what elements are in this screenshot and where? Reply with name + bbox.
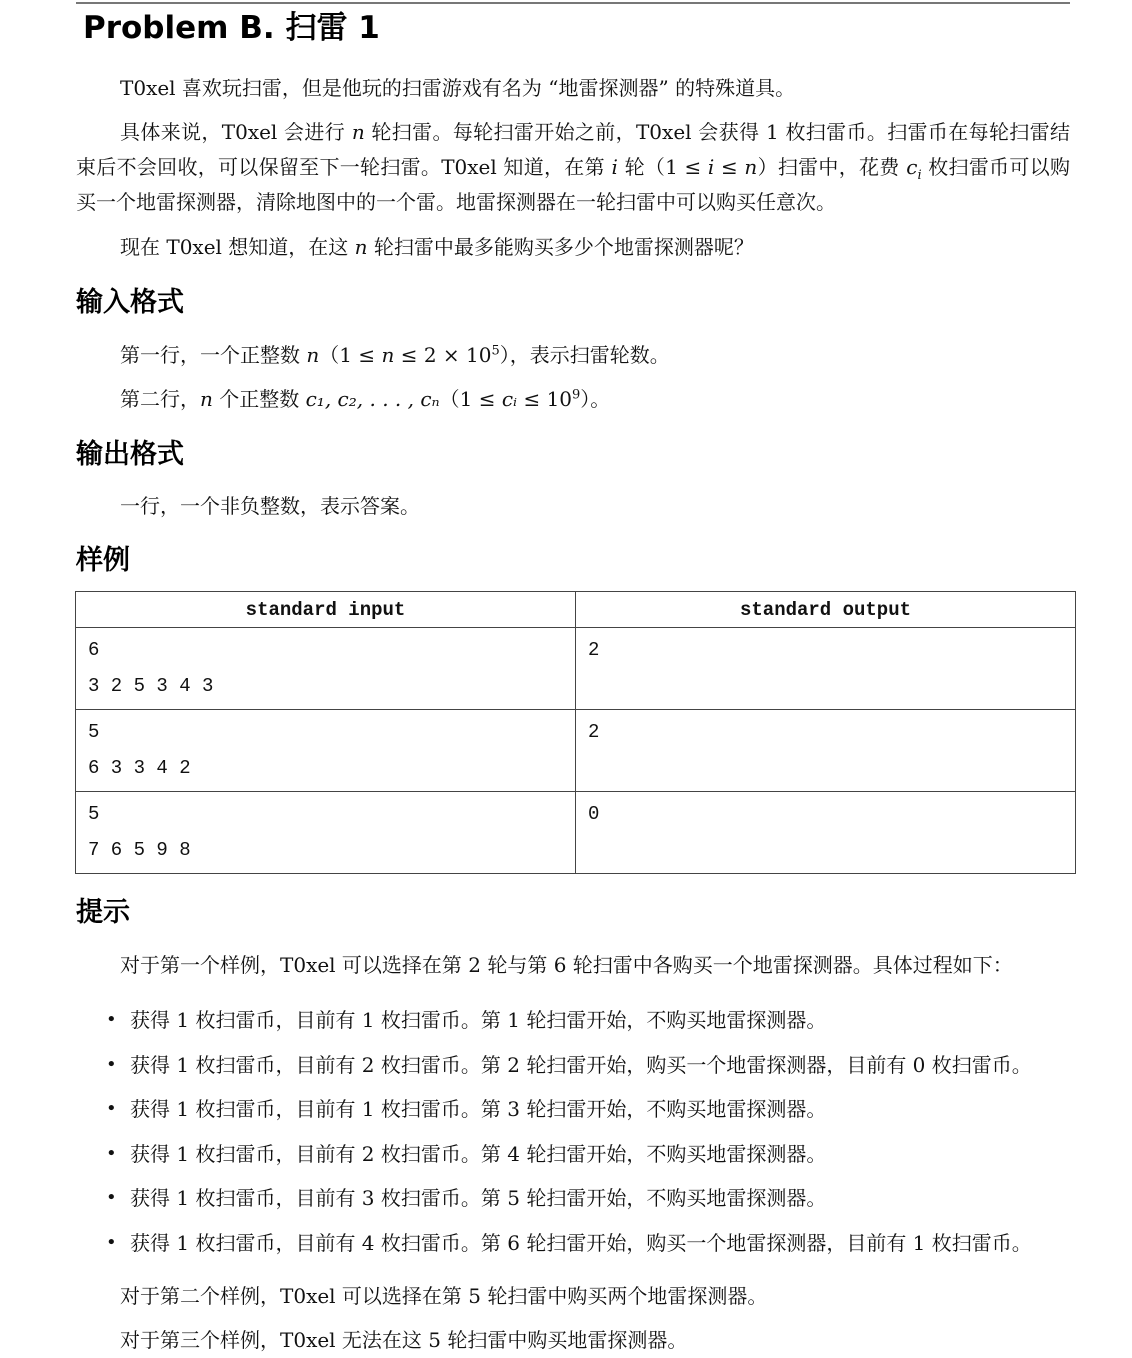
input-format-heading: 输入格式 bbox=[76, 287, 184, 318]
hint-heading: 提示 bbox=[76, 897, 130, 928]
math-n: n bbox=[354, 235, 368, 259]
top-rule bbox=[76, 2, 1070, 4]
bullet-icon: • bbox=[106, 1231, 117, 1253]
sample-row bbox=[76, 710, 1076, 792]
list-item: • 获得 1 枚扫雷币，目前有 4 枚扫雷币。第 6 轮扫雷开始，购买一个地雷探测器，目前有 1 枚扫雷币。 bbox=[76, 1221, 1086, 1266]
input-format-line-2: 第二行，n 个正整数 c₁, c₂, . . . , cₙ（1 ≤ cᵢ ≤ $10^9$）。 bbox=[120, 387, 611, 411]
list-item: • 获得 1 枚扫雷币，目前有 3 枚扫雷币。第 5 轮扫雷开始，不购买地雷探测器。 bbox=[76, 1176, 1086, 1221]
statement-paragraph-3: 现在 T0xel 想知道，在这 n 轮扫雷中最多能购买多少个地雷探测器呢？ bbox=[120, 235, 754, 259]
bullet-icon: • bbox=[106, 1142, 117, 1164]
hint-intro: 对于第一个样例，T0xel 可以选择在第 2 轮与第 6 轮扫雷中各购买一个地雷探测器。具体过程如下： bbox=[120, 953, 1013, 977]
sample-output-cell[interactable]: 2 bbox=[576, 628, 1076, 710]
math-i: i bbox=[611, 155, 618, 179]
hint-sample-2: 对于第二个样例，T0xel 可以选择在第 5 轮扫雷中购买两个地雷探测器。 bbox=[120, 1284, 768, 1308]
math-n: n bbox=[744, 155, 758, 179]
hint-sample-3: 对于第三个样例，T0xel 无法在这 5 轮扫雷中购买地雷探测器。 bbox=[120, 1328, 688, 1352]
list-item: • 获得 1 枚扫雷币，目前有 1 枚扫雷币。第 1 轮扫雷开始，不购买地雷探测器。 bbox=[76, 998, 1086, 1043]
sample-input-cell[interactable]: 6 3 2 5 3 4 3 bbox=[76, 628, 576, 710]
bullet-icon: • bbox=[106, 1053, 117, 1075]
column-header-output: standard output bbox=[576, 592, 1076, 628]
output-format-line-1: 一行，一个非负整数，表示答案。 bbox=[120, 494, 420, 518]
problem-title: Problem B. 扫雷 1 bbox=[83, 10, 380, 46]
output-format-heading: 输出格式 bbox=[76, 439, 184, 470]
statement-paragraph-1: T0xel 喜欢玩扫雷，但是他玩的扫雷游戏有名为 “地雷探测器” 的特殊道具。 bbox=[120, 76, 796, 100]
column-header-input: standard input bbox=[76, 592, 576, 628]
input-format-line-1: 第一行，一个正整数 $n(1 \le n \le 2 \times 10^5)$，表示扫雷轮数。 bbox=[120, 343, 670, 367]
bullet-icon: • bbox=[106, 1187, 117, 1209]
hint-steps-list bbox=[76, 998, 1086, 1266]
list-item: • 获得 1 枚扫雷币，目前有 2 枚扫雷币。第 2 轮扫雷开始，购买一个地雷探测器，目前有 0 枚扫雷币。 bbox=[76, 1043, 1086, 1088]
math-c-i: $c_i$ bbox=[906, 155, 922, 183]
samples-heading: 样例 bbox=[76, 545, 130, 576]
sample-row bbox=[76, 628, 1076, 710]
math-n: n bbox=[351, 120, 365, 144]
statement-paragraph-2: 具体来说，T0xel 会进行 n 轮扫雷。每轮扫雷开始之前，T0xel 会获得 1 枚扫雷币。扫雷币在每轮扫雷结束后不会回收，可以保留至下一轮扫雷。T0xel 知道，在第 i 轮（1 ≤ i ≤ n）扫雷中，花费 $c_i$ 枚扫雷币可以购买一个地雷探测器，清除地图中的一个雷。地雷探测器在一轮扫雷中可以购买任意次。 bbox=[76, 120, 1071, 214]
sample-input-cell[interactable]: 5 6 3 3 4 2 bbox=[76, 710, 576, 792]
samples-header-row bbox=[76, 592, 1076, 628]
sample-row bbox=[76, 792, 1076, 874]
list-item: • 获得 1 枚扫雷币，目前有 2 枚扫雷币。第 4 轮扫雷开始，不购买地雷探测器。 bbox=[76, 1132, 1086, 1177]
bullet-icon: • bbox=[106, 1098, 117, 1120]
bullet-icon: • bbox=[106, 1009, 117, 1030]
sample-output-cell[interactable]: 2 bbox=[576, 710, 1076, 792]
list-item: • 获得 1 枚扫雷币，目前有 1 枚扫雷币。第 3 轮扫雷开始，不购买地雷探测器。 bbox=[76, 1087, 1086, 1132]
math-i: i bbox=[707, 155, 715, 179]
sample-output-cell[interactable]: 0 bbox=[576, 792, 1076, 874]
sample-input-cell[interactable]: 5 7 6 5 9 8 bbox=[76, 792, 576, 874]
samples-table bbox=[75, 591, 1076, 874]
